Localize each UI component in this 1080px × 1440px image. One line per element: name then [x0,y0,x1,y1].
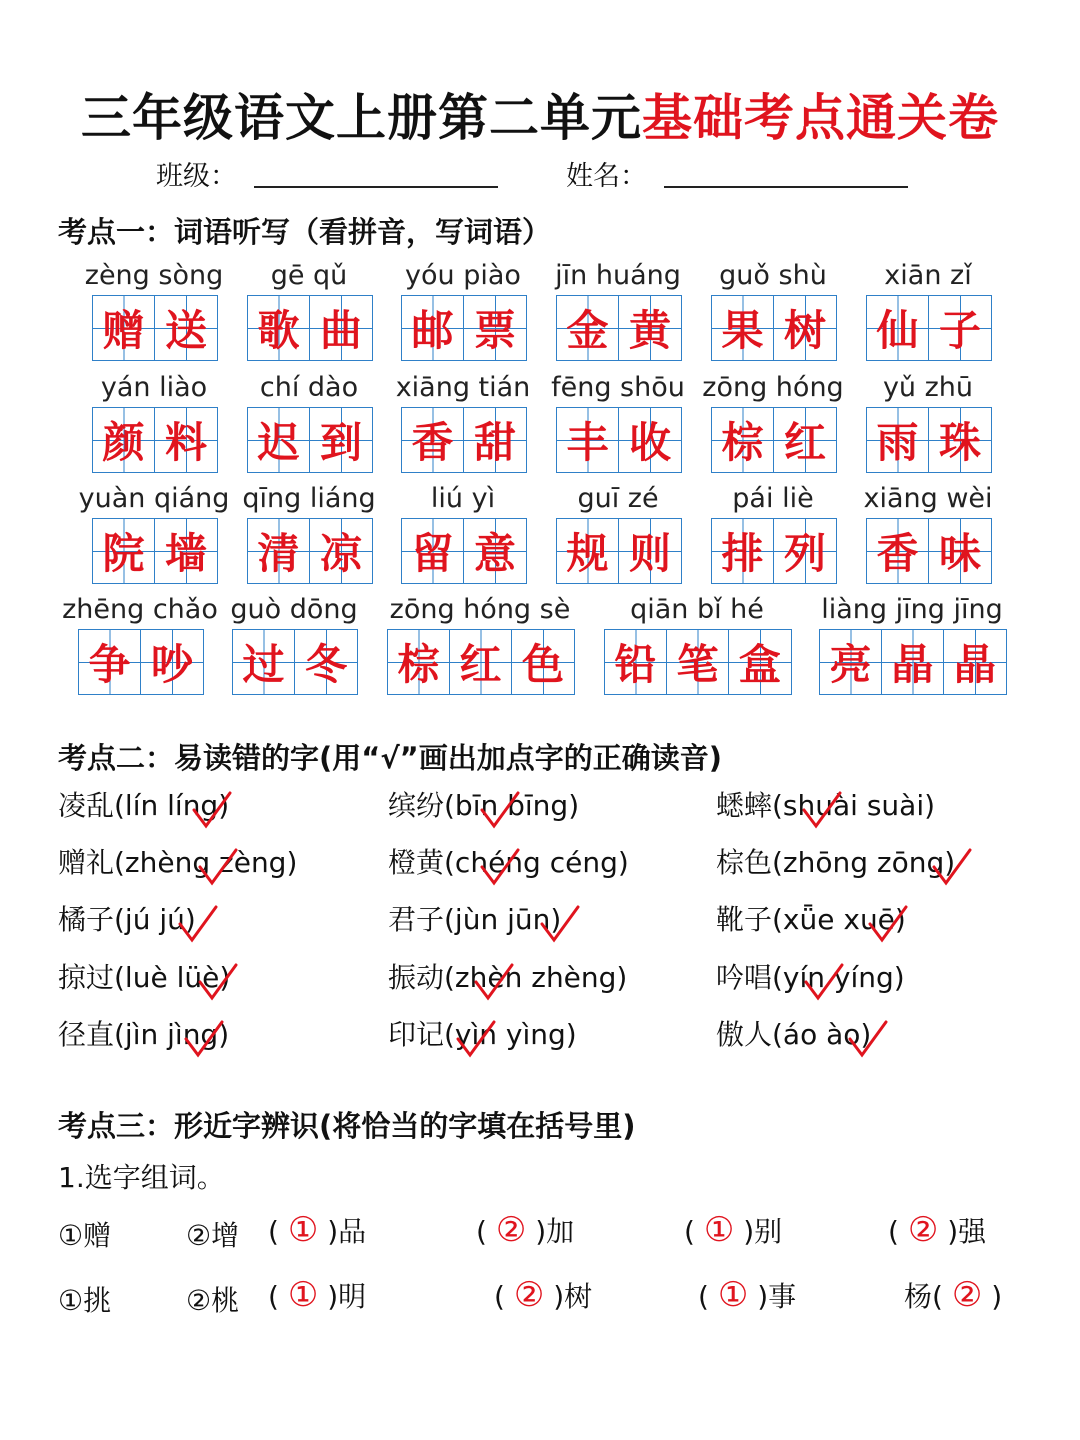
check-mark-icon [800,790,844,830]
blank-suffix: )别 [734,1215,783,1248]
answer-char: 料 [155,408,217,472]
blank-prefix: ( [268,1280,288,1313]
choice-a: ①挑 [58,1284,112,1317]
pinyin-label: chí dào [259,372,359,403]
answer-char: 墙 [155,519,217,583]
fill-blank-item[interactable] [698,1275,796,1315]
section-3-heading: 考点三：形近字辨识(将恰当的字填在括号里) [58,1109,636,1143]
word-box[interactable] [711,407,837,473]
answer-char: 到 [310,408,372,472]
answer-char: 过 [233,630,295,694]
pinyin-label: yán liào [100,372,208,403]
reading-item: 凌乱(lín líng) [58,789,230,822]
answer-char: 味 [929,519,991,583]
answer-number: ① [717,1275,749,1315]
pinyin-label: zhēng chǎo [62,594,218,625]
class-field[interactable] [254,186,498,188]
reading-item: 君子(jùn jūn) [388,903,562,936]
title-main: 三年级语文上册第二单元 [81,88,642,147]
pinyin-label: jīn huáng [555,260,681,291]
answer-char: 凉 [310,519,372,583]
answer-char: 意 [464,519,526,583]
answer-char: 曲 [310,296,372,360]
choice-b: ②增 [186,1219,240,1252]
pinyin-label: qiān bǐ hé [630,594,764,625]
blank-prefix: ( [494,1280,514,1313]
answer-char: 清 [248,519,310,583]
page-title [0,78,1080,150]
fill-blank-item[interactable] [904,1275,1002,1315]
reading-item: 蟋蟀(shuài suài) [716,789,936,822]
answer-char: 雨 [867,408,929,472]
word-box[interactable] [866,407,992,473]
title-highlight: 基础考点通关卷 [642,88,999,147]
answer-char: 香 [867,519,929,583]
answer-char: 留 [402,519,464,583]
blank-prefix: ( [476,1215,496,1248]
answer-char: 排 [712,519,774,583]
answer-char: 规 [557,519,619,583]
answer-char: 争 [79,630,141,694]
check-mark-icon [196,847,240,887]
blank-suffix: ) [982,1280,1003,1313]
answer-char: 子 [929,296,991,360]
answer-char: 则 [619,519,681,583]
fill-blank-item[interactable] [268,1210,366,1250]
pinyin-label: xiāng tián [395,372,531,403]
check-mark-icon [846,1019,890,1059]
reading-item: 吟唱(yín yíng) [716,961,905,994]
answer-number: ① [287,1275,319,1315]
name-label: 姓名： [566,161,647,192]
word-box[interactable] [711,295,837,361]
answer-char: 吵 [141,630,203,694]
answer-char: 棕 [712,408,774,472]
answer-char: 收 [619,408,681,472]
answer-char: 红 [774,408,836,472]
reading-item: 棕色(zhōng zōng) [716,846,956,879]
answer-char: 笔 [667,630,729,694]
word-box[interactable] [866,295,992,361]
answer-char: 金 [557,296,619,360]
choice-a: ①赠 [58,1219,112,1252]
fill-blank-item[interactable] [268,1275,366,1315]
word-box[interactable] [247,295,373,361]
check-mark-icon [176,904,220,944]
answer-char: 红 [450,630,512,694]
word-box[interactable] [866,518,992,584]
reading-item: 振动(zhèn zhèng) [388,961,628,994]
answer-char: 赠 [93,296,155,360]
answer-char: 迟 [248,408,310,472]
word-box[interactable] [819,629,1007,695]
answer-char: 铅 [605,630,667,694]
pinyin-label: pái liè [732,483,814,514]
reading-item: 缤纷(bīn bīng) [388,789,580,822]
pinyin-label: xiān zǐ [884,260,972,291]
check-mark-icon [472,962,516,1002]
check-mark-icon [866,904,910,944]
answer-char: 歌 [248,296,310,360]
blank-suffix: )事 [748,1280,797,1313]
answer-number: ① [703,1210,735,1250]
answer-char: 送 [155,296,217,360]
reading-item: 掠过(luè lüè) [58,961,231,994]
answer-char: 香 [402,408,464,472]
answer-char: 邮 [402,296,464,360]
blank-prefix: ( [698,1280,718,1313]
section-2-heading: 考点二：易读错的字(用“√”画出加点字的正确读音) [58,741,722,775]
word-box[interactable] [556,295,682,361]
fill-blank-item[interactable] [494,1275,592,1315]
word-box[interactable] [556,407,682,473]
answer-number: ② [513,1275,545,1315]
answer-char: 果 [712,296,774,360]
blank-prefix: ( [268,1215,288,1248]
reading-item: 赠礼(zhèng zèng) [58,846,298,879]
blank-suffix: )树 [544,1280,593,1313]
answer-char: 颜 [93,408,155,472]
pinyin-label: gē qǔ [270,260,348,291]
word-box[interactable] [78,629,204,695]
check-mark-icon [454,1019,498,1059]
word-box[interactable] [92,407,218,473]
blank-prefix: 杨( [904,1280,952,1313]
answer-char: 丰 [557,408,619,472]
pinyin-label: guǒ shù [719,260,827,291]
word-box[interactable] [604,629,792,695]
section-1-heading: 考点一：词语听写（看拼音，写词语） [58,215,552,249]
pinyin-label: yǔ zhū [882,372,974,403]
reading-item: 橘子(jú jú) [58,903,196,936]
check-mark-icon [196,962,240,1002]
choice-b: ②桃 [186,1284,240,1317]
answer-number: ② [907,1210,939,1250]
word-box[interactable] [92,295,218,361]
pinyin-label: yuàn qiáng [78,483,230,514]
answer-char: 色 [512,630,574,694]
word-box[interactable] [556,518,682,584]
pinyin-label: zèng sòng [84,260,224,291]
fill-blank-item[interactable] [888,1210,986,1250]
check-mark-icon [930,847,974,887]
word-box[interactable] [92,518,218,584]
answer-char: 棕 [388,630,450,694]
word-box[interactable] [247,407,373,473]
check-mark-icon [478,790,522,830]
word-box[interactable] [401,295,527,361]
pinyin-label: yóu piào [405,260,521,291]
answer-char: 列 [774,519,836,583]
reading-item: 印记(yìn yìng) [388,1018,577,1051]
fill-blank-item[interactable] [684,1210,782,1250]
word-box[interactable] [401,518,527,584]
pinyin-label: zōng hóng [702,372,844,403]
check-mark-icon [190,790,234,830]
blank-suffix: )加 [526,1215,575,1248]
pinyin-label: xiāng wèi [863,483,993,514]
check-mark-icon [538,904,582,944]
answer-char: 树 [774,296,836,360]
answer-number: ② [495,1210,527,1250]
check-mark-icon [802,962,846,1002]
check-mark-icon [182,1019,226,1059]
answer-char: 票 [464,296,526,360]
word-box[interactable] [711,518,837,584]
pinyin-label: liàng jīng jīng [821,594,1003,625]
blank-prefix: ( [684,1215,704,1248]
answer-char: 仙 [867,296,929,360]
answer-char: 盒 [729,630,791,694]
pinyin-label: guò dōng [230,594,358,625]
answer-char: 甜 [464,408,526,472]
answer-char: 珠 [929,408,991,472]
pinyin-label: guī zé [577,483,659,514]
blank-suffix: )品 [318,1215,367,1248]
fill-blank-item[interactable] [476,1210,574,1250]
word-box[interactable] [401,407,527,473]
q3-title: 1.选字组词。 [58,1161,225,1194]
word-box[interactable] [247,518,373,584]
answer-number: ① [287,1210,319,1250]
class-label: 班级： [156,161,237,192]
blank-suffix: )强 [938,1215,987,1248]
blank-suffix: )明 [318,1280,367,1313]
answer-char: 冬 [295,630,357,694]
answer-char: 亮 [820,630,882,694]
word-box[interactable] [232,629,358,695]
reading-item: 傲人(áo ào) [716,1018,872,1051]
reading-item: 靴子(xǖe xuē) [716,903,906,936]
pinyin-label: zōng hóng sè [389,594,571,625]
pinyin-label: qīng liáng [242,483,376,514]
blank-prefix: ( [888,1215,908,1248]
word-box[interactable] [387,629,575,695]
answer-char: 晶 [944,630,1006,694]
check-mark-icon [478,847,522,887]
reading-item: 径直(jìn jìng) [58,1018,230,1051]
answer-char: 院 [93,519,155,583]
name-field[interactable] [664,186,908,188]
reading-item: 橙黄(chéng céng) [388,846,629,879]
pinyin-label: liú yì [430,483,496,514]
answer-char: 晶 [882,630,944,694]
answer-char: 黄 [619,296,681,360]
answer-number: ② [951,1275,983,1315]
pinyin-label: fēng shōu [551,372,685,403]
